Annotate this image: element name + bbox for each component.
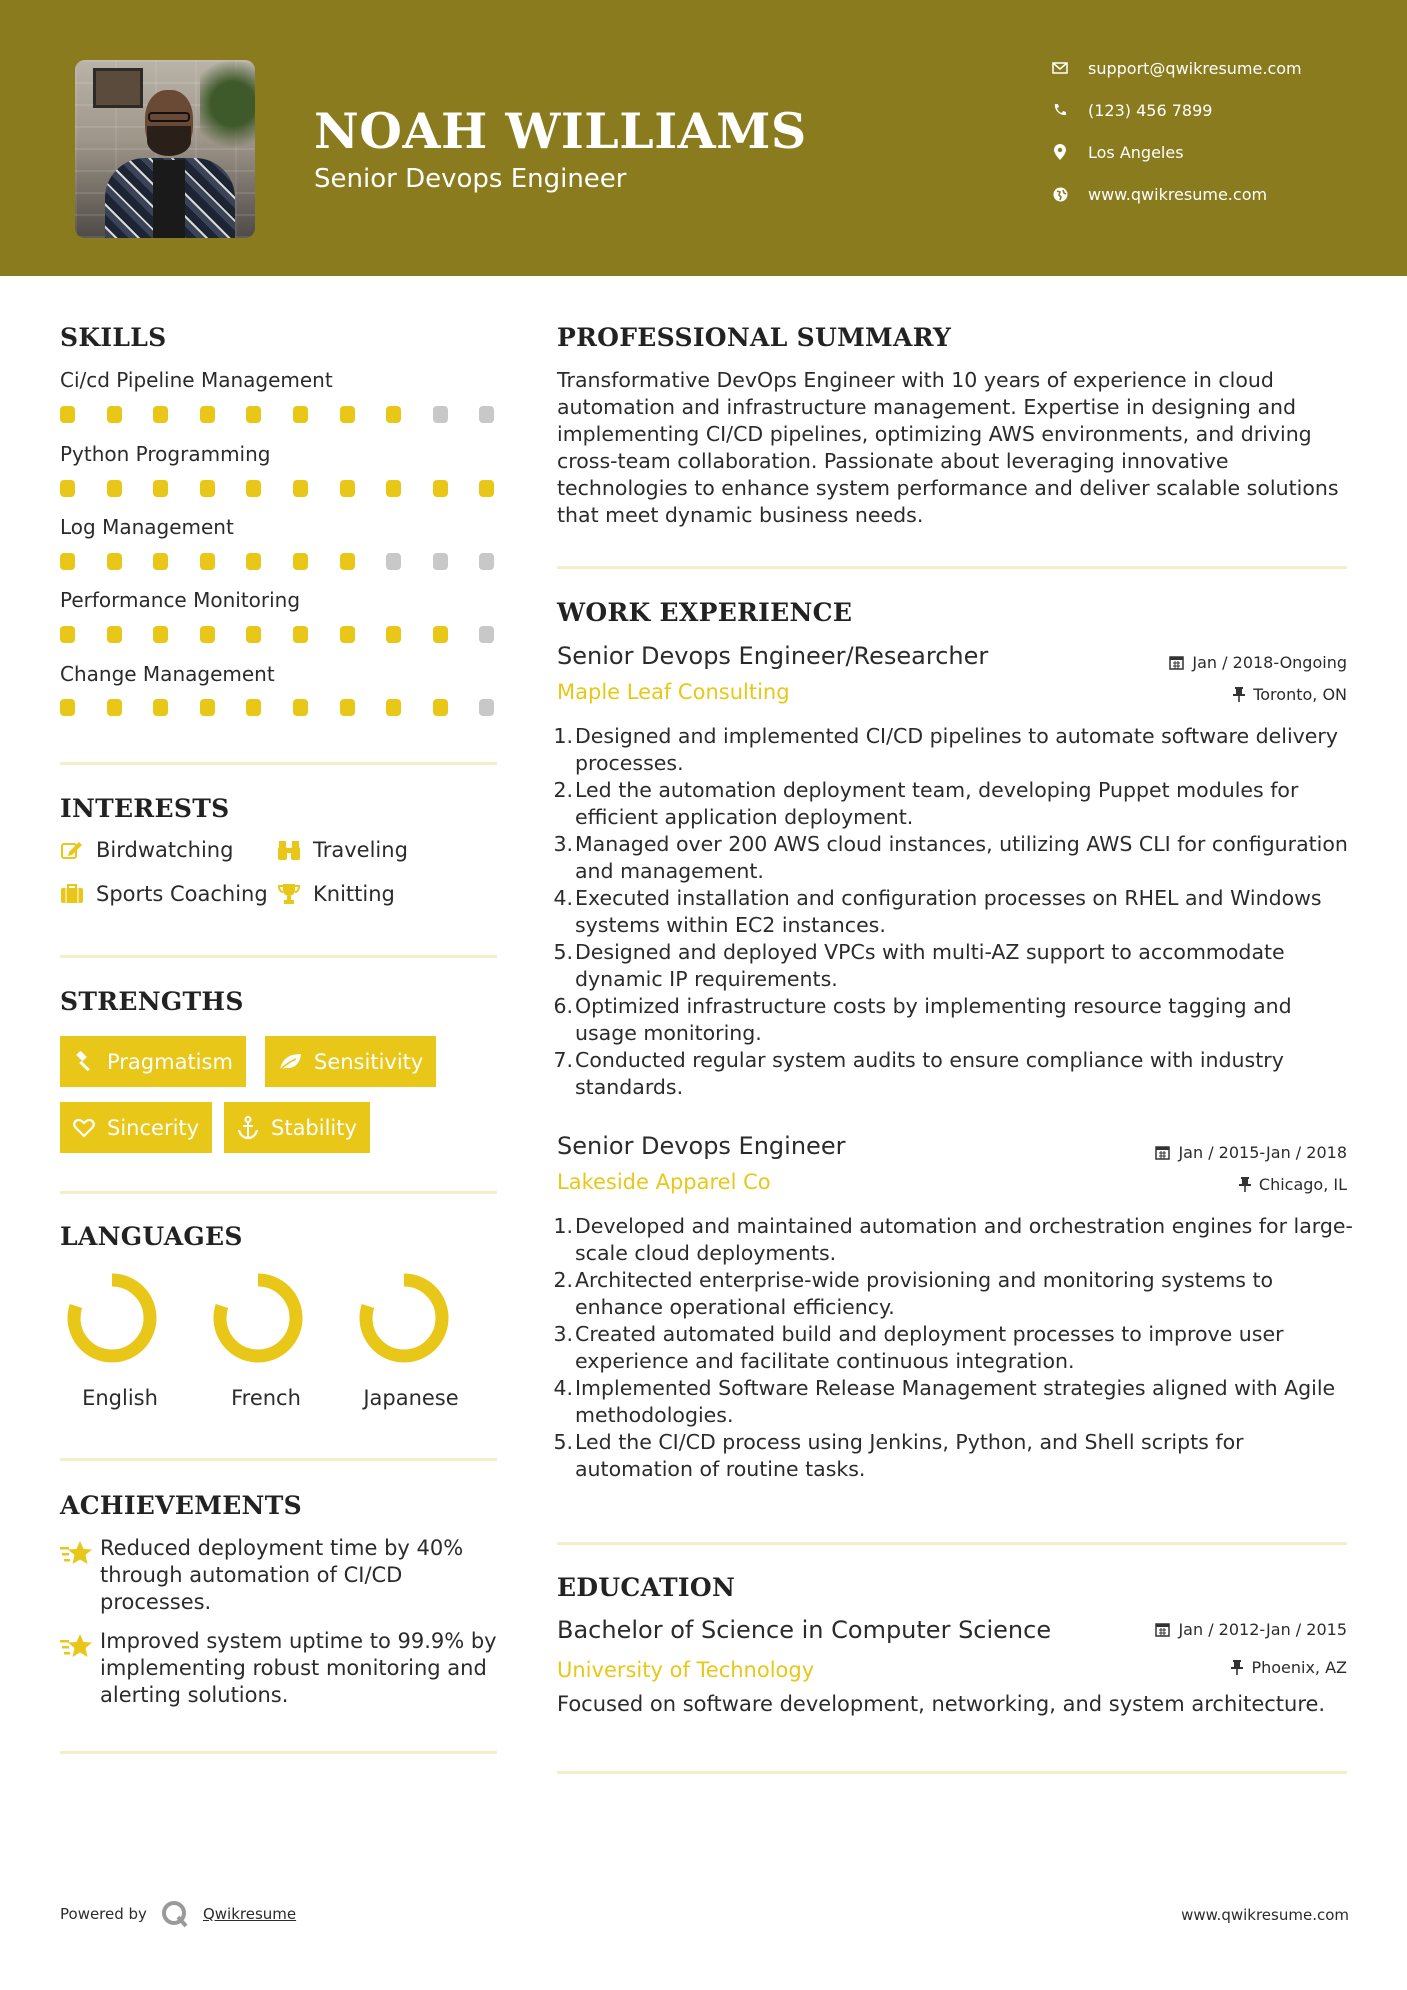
interest-item (60, 882, 268, 906)
skill-dot-filled (293, 626, 308, 643)
contact-website[interactable] (1050, 184, 1267, 204)
skill-dot-empty (479, 626, 494, 643)
education-description: Focused on software development, networking, and system architecture. (557, 1692, 1326, 1716)
responsibility-item: 4. Implemented Software Release Management strategies aligned with Agile methodologies. (553, 1376, 1336, 1427)
interest-label: Birdwatching (96, 838, 234, 862)
interest-label: Sports Coaching (96, 882, 268, 906)
profile-photo (75, 60, 255, 238)
skill-dot-filled (386, 626, 401, 643)
skill-dot-filled (386, 406, 401, 423)
binoculars-icon (277, 839, 301, 861)
responsibility-item: 5. Led the CI/CD process using Jenkins, Python, and Shell scripts for automation of routine tasks. (553, 1430, 1244, 1481)
language-label: French (231, 1386, 301, 1410)
experience-heading: WORK EXPERIENCE (557, 598, 853, 627)
job-location-text: Chicago, IL (1258, 1175, 1347, 1194)
shooting-star-icon (60, 1535, 100, 1616)
job-dates (1169, 653, 1347, 672)
job-location-text: Toronto, ON (1253, 685, 1347, 704)
skill-dot-filled (433, 480, 448, 497)
pushpin-icon (1231, 1660, 1243, 1675)
strength-label: Sincerity (107, 1115, 200, 1140)
skill-dot-filled (340, 480, 355, 497)
responsibility-item: 6. Optimized infrastructure costs by implementing resource tagging and usage monitoring. (553, 994, 1292, 1045)
skill-rating (60, 480, 500, 498)
skill-dot-filled (107, 406, 122, 423)
leaf-icon (278, 1052, 302, 1072)
interest-item (277, 838, 408, 862)
skill-label: Change Management (60, 662, 275, 686)
education-dates-text: Jan / 2012-Jan / 2015 (1178, 1620, 1347, 1639)
skill-dot-filled (433, 626, 448, 643)
responsibility-item: 1. Designed and implemented CI/CD pipelines to automate software delivery processes. (553, 724, 1338, 775)
job-dates-text: Jan / 2015-Jan / 2018 (1178, 1143, 1347, 1162)
skill-dot-filled (433, 699, 448, 716)
responsibility-item: 7. Conducted regular system audits to ensure compliance with industry standards. (553, 1048, 1284, 1099)
contact-phone-text: (123) 456 7899 (1088, 100, 1213, 120)
language-ring-arc (74, 1280, 150, 1356)
qwikresume-link[interactable]: Qwikresume (202, 1905, 297, 1923)
education-location (1231, 1658, 1347, 1677)
globe-icon (1050, 184, 1070, 204)
skill-dot-empty (479, 553, 494, 570)
interest-label: Knitting (313, 882, 395, 906)
job-location (1239, 1175, 1347, 1194)
skill-dot-filled (107, 480, 122, 497)
skill-dot-filled (386, 480, 401, 497)
skill-dot-filled (200, 626, 215, 643)
skill-dot-filled (246, 626, 261, 643)
skill-dot-filled (107, 626, 122, 643)
qwikresume-logo-icon (161, 1900, 191, 1928)
skill-dot-filled (153, 553, 168, 570)
skill-dot-filled (60, 553, 75, 570)
strength-label: Sensitivity (314, 1049, 424, 1074)
candidate-name: NOAH WILLIAMS (314, 102, 807, 160)
skill-dot-filled (107, 699, 122, 716)
skill-dot-filled (479, 480, 494, 497)
education-dates (1155, 1620, 1347, 1639)
section-divider (60, 1191, 497, 1194)
skill-dot-filled (200, 553, 215, 570)
section-divider (60, 1458, 497, 1461)
map-pin-icon (1050, 142, 1070, 162)
calendar-icon (1169, 655, 1184, 670)
powered-by-text: Powered by (60, 1905, 147, 1923)
job-dates (1155, 1143, 1347, 1162)
footer-website[interactable]: www.qwikresume.com (1181, 1906, 1349, 1924)
skill-dot-empty (433, 553, 448, 570)
skill-dot-filled (153, 406, 168, 423)
shooting-star-icon (60, 1628, 100, 1709)
pushpin-icon (1233, 687, 1245, 702)
job-location (1233, 685, 1347, 704)
company-name: Lakeside Apparel Co (557, 1170, 771, 1194)
skill-dot-filled (200, 699, 215, 716)
skill-dot-filled (293, 553, 308, 570)
strength-label: Stability (271, 1115, 357, 1140)
skill-dot-filled (153, 480, 168, 497)
skill-dot-filled (200, 480, 215, 497)
job-responsibilities (553, 723, 1357, 1101)
section-divider (557, 1542, 1347, 1545)
skill-dot-empty (386, 553, 401, 570)
trophy-icon (277, 883, 301, 905)
skill-dot-filled (153, 699, 168, 716)
contact-location-text: Los Angeles (1088, 142, 1184, 162)
skill-label: Ci/cd Pipeline Management (60, 368, 333, 392)
achievements-heading: ACHIEVEMENTS (60, 1491, 302, 1520)
skill-label: Log Management (60, 515, 234, 539)
skill-dot-filled (340, 626, 355, 643)
responsibility-item: 4. Executed installation and configuration processes on RHEL and Windows systems within EC2 instances. (553, 886, 1322, 937)
contact-email[interactable] (1050, 58, 1302, 78)
calendar-icon (1155, 1622, 1170, 1637)
contact-phone[interactable] (1050, 100, 1212, 120)
language-ring (212, 1272, 304, 1364)
contact-email-text: support@qwikresume.com (1088, 58, 1302, 78)
skill-dot-filled (293, 480, 308, 497)
language-label: Japanese (363, 1386, 459, 1410)
skill-dot-filled (153, 626, 168, 643)
skill-dot-filled (340, 699, 355, 716)
skill-dot-filled (340, 406, 355, 423)
skill-dot-empty (479, 406, 494, 423)
skill-dot-filled (386, 699, 401, 716)
skill-dot-filled (246, 406, 261, 423)
section-divider (557, 566, 1347, 569)
interest-item (60, 838, 233, 862)
job-title: Senior Devops Engineer (557, 1132, 846, 1160)
skill-rating (60, 626, 500, 644)
briefcase-icon (60, 884, 84, 904)
responsibility-item: 2. Architected enterprise-wide provisioning and monitoring systems to enhance operational efficiency. (553, 1268, 1274, 1319)
skill-dot-empty (433, 406, 448, 423)
strength-tag (60, 1036, 246, 1087)
skill-dot-filled (246, 480, 261, 497)
strengths-heading: STRENGTHS (60, 987, 244, 1016)
summary-heading: PROFESSIONAL SUMMARY (557, 323, 952, 352)
skill-dot-filled (60, 699, 75, 716)
job-dates-text: Jan / 2018-Ongoing (1192, 653, 1347, 672)
skill-dot-filled (293, 406, 308, 423)
contact-website-text: www.qwikresume.com (1088, 184, 1268, 204)
skill-dot-filled (60, 406, 75, 423)
responsibility-item: 2. Led the automation deployment team, developing Puppet modules for efficient application deployment. (553, 778, 1299, 829)
skill-dot-filled (340, 553, 355, 570)
skill-dot-filled (293, 699, 308, 716)
pushpin-icon (1239, 1177, 1251, 1192)
language-ring (358, 1272, 450, 1364)
strength-tag (265, 1036, 436, 1087)
section-divider (60, 762, 497, 765)
achievement-item (60, 1628, 500, 1709)
envelope-icon (1050, 58, 1070, 78)
phone-icon (1050, 100, 1070, 120)
degree-title: Bachelor of Science in Computer Science (557, 1616, 1052, 1644)
skill-dot-empty (479, 699, 494, 716)
interest-item (277, 882, 395, 906)
skills-heading: SKILLS (60, 323, 167, 352)
language-ring-arc (220, 1280, 296, 1356)
strength-tag (60, 1102, 212, 1153)
section-divider (557, 1771, 1347, 1774)
strength-tag (224, 1102, 370, 1153)
interest-label: Traveling (313, 838, 408, 862)
achievement-text: Reduced deployment time by 40% through automation of CI/CD processes. (100, 1536, 464, 1614)
candidate-role: Senior Devops Engineer (314, 164, 627, 194)
language-ring-arc (366, 1280, 442, 1356)
section-divider (60, 1751, 497, 1754)
job-responsibilities (553, 1213, 1357, 1483)
achievement-item (60, 1535, 500, 1616)
strength-label: Pragmatism (107, 1049, 233, 1074)
skill-label: Python Programming (60, 442, 271, 466)
skill-dot-filled (200, 406, 215, 423)
responsibility-item: 3. Created automated build and deployment processes to improve user experience and facilitate continuous integration. (553, 1322, 1284, 1373)
language-label: English (82, 1386, 158, 1410)
edit-icon (60, 840, 84, 860)
job-title: Senior Devops Engineer/Researcher (557, 642, 989, 670)
education-heading: EDUCATION (557, 1573, 736, 1602)
interests-heading: INTERESTS (60, 794, 230, 823)
anchor-icon (237, 1116, 259, 1140)
summary-text: Transformative DevOps Engineer with 10 years of experience in cloud automation and infrastructure management. Expertise in designing and implementing CI/CD pipelines, optimizing AWS environments, and driving cross-team collaboration. Passionate about leveraging innovative technologies to enhance system performance and deliver scalable solutions that meet dynamic business needs. (557, 368, 1339, 527)
skill-rating (60, 553, 500, 571)
language-ring (66, 1272, 158, 1364)
skill-dot-filled (107, 553, 122, 570)
responsibility-item: 5. Designed and deployed VPCs with multi-AZ support to accommodate dynamic IP requirements. (553, 940, 1285, 991)
skill-dot-filled (246, 553, 261, 570)
skill-dot-filled (60, 626, 75, 643)
languages-heading: LANGUAGES (60, 1222, 243, 1251)
education-location-text: Phoenix, AZ (1251, 1658, 1347, 1677)
company-name: Maple Leaf Consulting (557, 680, 790, 704)
skill-rating (60, 406, 500, 424)
achievement-text: Improved system uptime to 99.9% by implementing robust monitoring and alerting solutions. (100, 1629, 497, 1707)
calendar-icon (1155, 1145, 1170, 1160)
gavel-icon (73, 1051, 95, 1073)
skill-dot-filled (60, 480, 75, 497)
skill-dot-filled (246, 699, 261, 716)
responsibility-item: 1. Developed and maintained automation and orchestration engines for large-scale cloud deployments. (553, 1214, 1353, 1265)
skill-rating (60, 699, 500, 717)
heart-icon (73, 1118, 95, 1138)
section-divider (60, 955, 497, 958)
footer-powered-by (60, 1900, 296, 1928)
contact-location (1050, 142, 1184, 162)
responsibility-item: 3. Managed over 200 AWS cloud instances, utilizing AWS CLI for configuration and management. (553, 832, 1348, 883)
header-banner (0, 0, 1407, 276)
school-name: University of Technology (557, 1658, 815, 1682)
skill-label: Performance Monitoring (60, 588, 301, 612)
